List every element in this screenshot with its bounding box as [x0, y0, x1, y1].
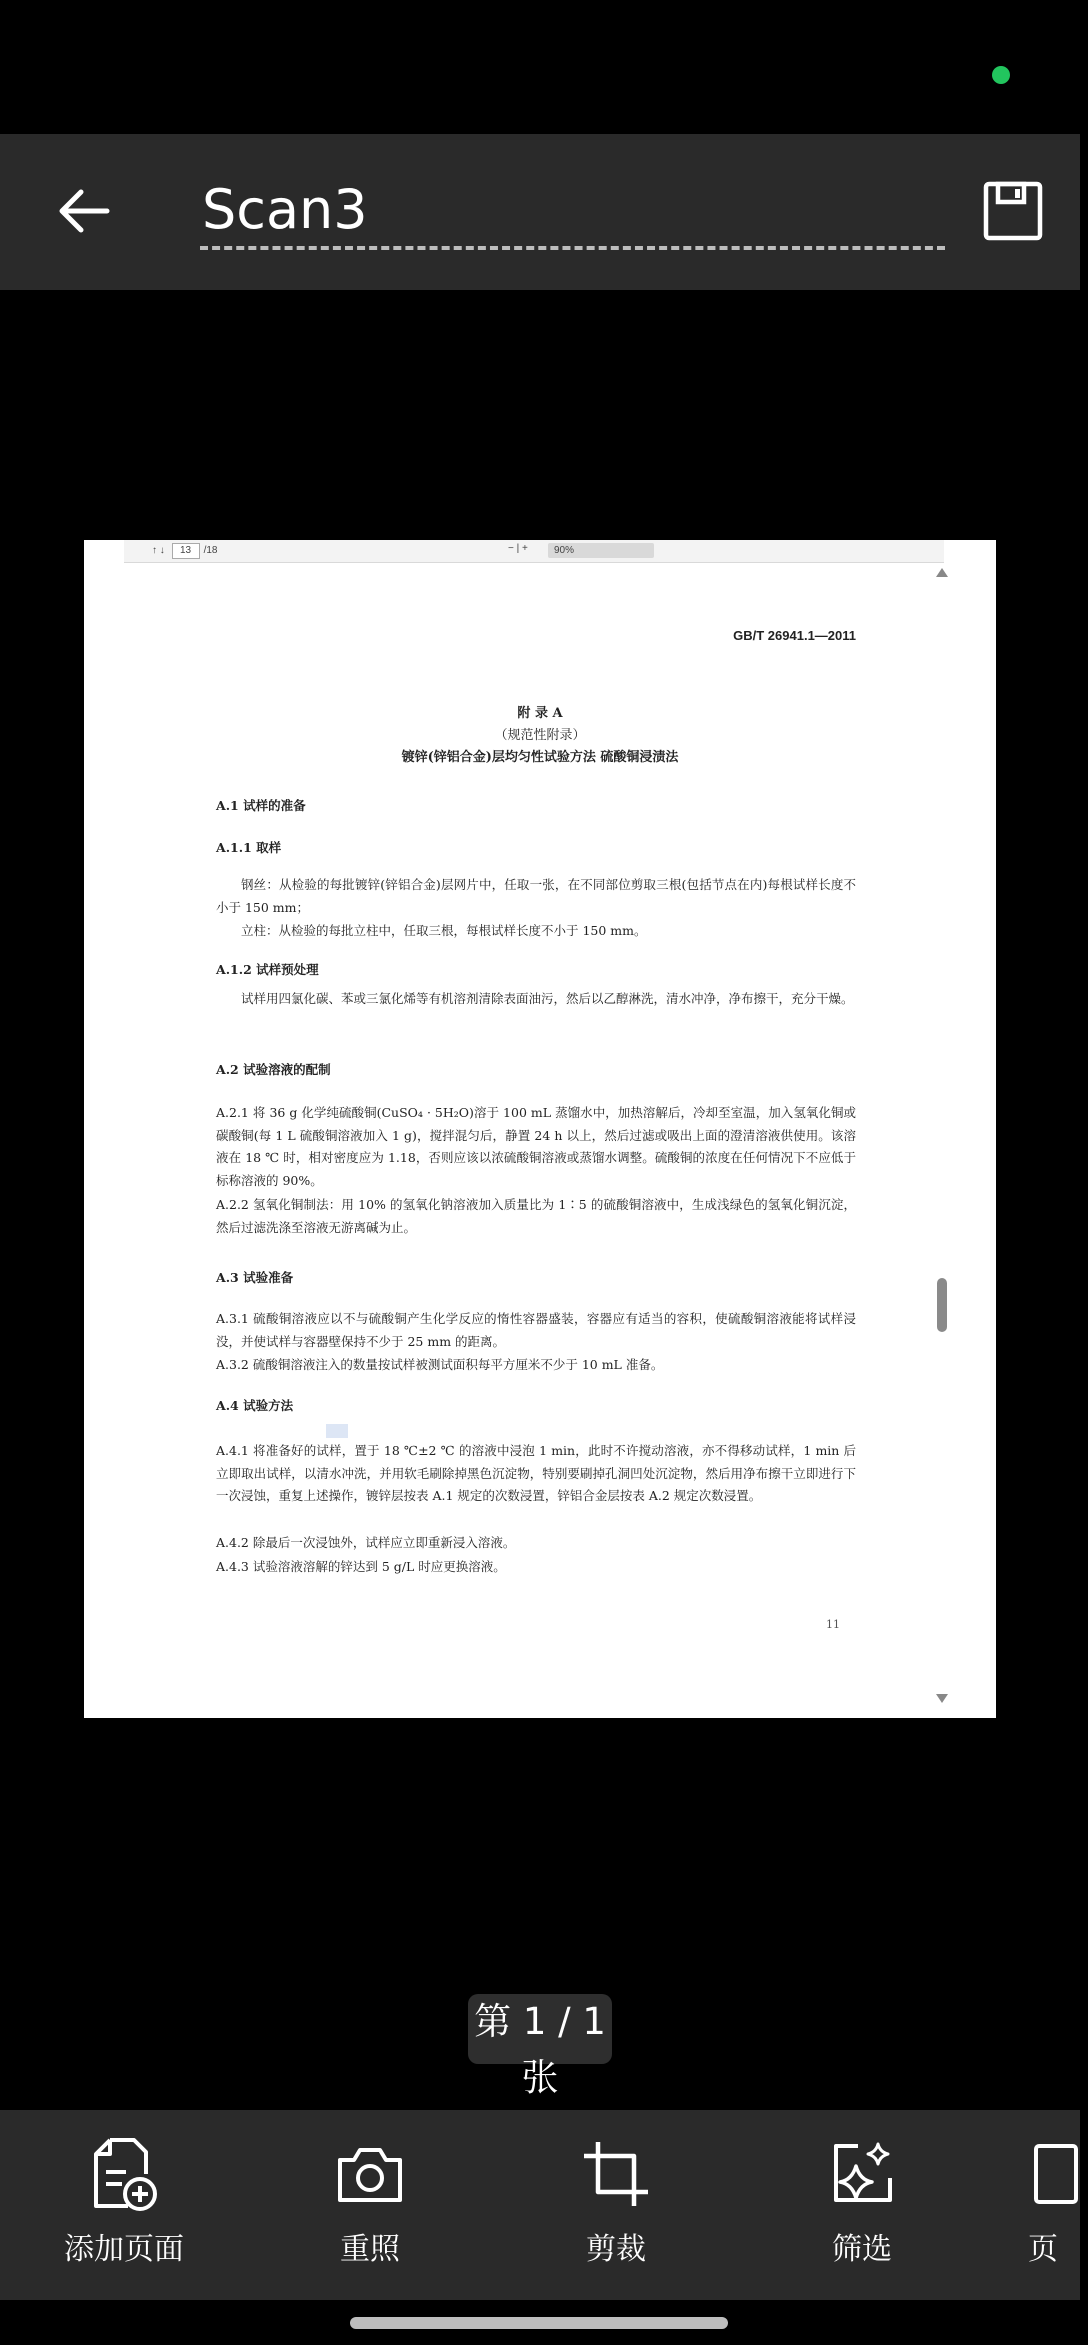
section-a3: A.3 试验准备 [216, 1270, 294, 1285]
page-icon [1028, 2140, 1068, 2208]
scanned-page-preview[interactable] [84, 540, 996, 1718]
appendix-title: 附 录 A [517, 706, 563, 721]
back-button[interactable] [48, 176, 118, 246]
paragraph-a21: A.2.1 将 36 g 化学纯硫酸铜(CuSO₄ · 5H₂O)溶于 100 mL 蒸馏水中，加热溶解后，冷却至室温，加入氢氧化铜或碳酸铜(每 1 L 硫酸铜溶液加入 1 g)，搅拌混匀后，静置 24 h 以上，然后过滤或吸出上面的澄清溶液供使用。该溶液在 18 ℃ 时，相对密度应为 1.18，否则应该以浓硫酸铜溶液或蒸馏水调整。硫酸铜的浓度在任何情况下不应低于标称溶液的 90%。 [216, 1105, 856, 1188]
page-counter-badge [468, 1994, 612, 2099]
camera-indicator-dot [992, 66, 1010, 84]
standard-number: GB/T 26941.1—2011 [733, 628, 856, 643]
retake-button[interactable] [290, 2134, 450, 2268]
section-a2: A.2 试验溶液的配制 [216, 1062, 331, 1077]
crop-label: 剪裁 [586, 2232, 646, 2267]
camera-icon [334, 2142, 406, 2206]
document-title-field[interactable] [200, 174, 945, 250]
sparkle-filter-icon [828, 2140, 896, 2208]
add-page-button[interactable] [44, 2134, 204, 2268]
paragraph-a11-2: 立柱：从检验的每批立柱中，任取三根，每根试样长度不小于 150 mm。 [241, 923, 647, 938]
paragraph-a12: 试样用四氯化碳、苯或三氯化烯等有机溶剂清除表面油污，然后以乙醇淋洗，清水冲净，净布擦干，充分干燥。 [241, 991, 854, 1006]
filter-label: 筛选 [832, 2232, 892, 2267]
paragraph-a41: A.4.1 将准备好的试样，置于 18 ℃±2 ℃ 的溶液中浸泡 1 min，此时不许搅动溶液，亦不得移动试样，1 min 后立即取出试样，以清水冲洗，并用软毛刷除掉黑色沉淀物，特别要刷掉孔洞凹处沉淀物，然后用净布擦干立即进行下一次浸蚀，重复上述操作，镀锌层按表 A.1 规定的次数浸置，锌铝合金层按表 A.2 规定次数浸置。 [216, 1443, 856, 1503]
page-counter-line1: 第 1 / 1 [474, 2000, 606, 2043]
page-number: 11 [826, 1618, 840, 1631]
paragraph-a42: A.4.2 除最后一次浸蚀外，试样应立即重新浸入溶液。 [216, 1535, 516, 1550]
bottom-toolbar [0, 2110, 1080, 2300]
document-title: Scan3 [202, 178, 368, 241]
paragraph-a43: A.4.3 试验溶液溶解的锌达到 5 g/L 时应更换溶液。 [216, 1559, 506, 1574]
save-button[interactable] [978, 176, 1048, 246]
paragraph-a31: A.3.1 硫酸铜溶液应以不与硫酸铜产生化学反应的惰性容器盛装，容器应有适当的容积，使硫酸铜溶液能将试样浸没，并使试样与容器壁保持不少于 25 mm 的距离。 [216, 1311, 856, 1349]
save-icon [982, 180, 1044, 242]
paragraph-a32: A.3.2 硫酸铜溶液注入的数量按试样被测试面积每平方厘米不少于 10 mL 准备。 [216, 1357, 664, 1372]
section-a11: A.1.1 取样 [216, 840, 282, 855]
crop-icon [582, 2140, 650, 2208]
page-counter-line2: 张 [521, 2056, 559, 2099]
page-total: /18 [203, 545, 218, 556]
scroll-up-icon [936, 568, 948, 577]
pdf-viewer-toolbar [124, 540, 944, 563]
zoom-controls: − | + [508, 543, 528, 554]
home-indicator[interactable] [350, 2317, 728, 2329]
section-a4: A.4 试验方法 [216, 1398, 294, 1413]
appendix-type: （规范性附录） [494, 728, 586, 743]
retake-label: 重照 [340, 2232, 400, 2267]
paragraph-a11-1: 钢丝：从检验的每批镀锌(锌铝合金)层网片中，任取一张，在不同部位剪取三根(包括节点在内)每根试样长度不小于 150 mm； [216, 877, 856, 915]
filter-button[interactable] [782, 2134, 942, 2268]
add-page-icon [88, 2136, 160, 2212]
crop-button[interactable] [536, 2134, 696, 2268]
page-more-button[interactable] [1028, 2134, 1088, 2268]
paragraph-a22: A.2.2 氢氧化铜制法：用 10% 的氢氧化钠溶液加入质量比为 1∶5 的硫酸铜溶液中，生成浅绿色的氢氧化铜沉淀，然后过滤洗涤至溶液无游离碱为止。 [216, 1197, 856, 1235]
zoom-level: 90% [548, 543, 654, 558]
page-current: 13 [172, 543, 200, 559]
page-indicator: ↑ ↓ 13 /18 [152, 543, 217, 559]
scroll-thumb [937, 1278, 947, 1332]
selection-highlight [326, 1424, 348, 1438]
add-page-label: 添加页面 [64, 2232, 184, 2267]
scroll-down-icon [936, 1694, 948, 1703]
section-a1: A.1 试样的准备 [216, 798, 306, 813]
page-more-label: 页 [1028, 2232, 1058, 2267]
arrow-left-icon [57, 188, 109, 234]
section-a12: A.1.2 试样预处理 [216, 962, 319, 977]
top-app-bar [0, 134, 1080, 290]
appendix-name: 镀锌(锌铝合金)层均匀性试验方法 硫酸铜浸渍法 [401, 750, 679, 765]
